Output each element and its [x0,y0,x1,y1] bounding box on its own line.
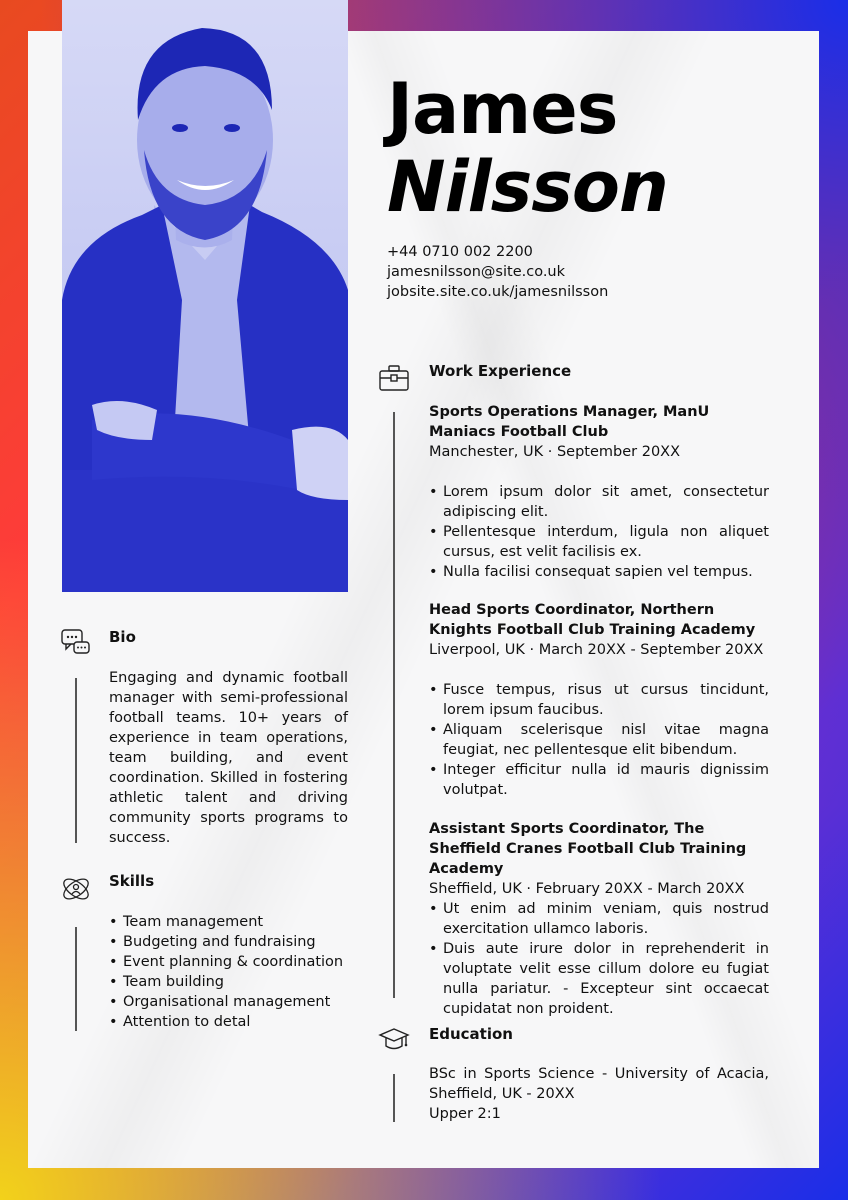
job-bullet: • Integer efficitur nulla id mauris dignissim volutpat. [429,760,769,800]
skills-heading: Skills [109,872,155,890]
job-entry [429,600,769,800]
job-meta: Liverpool, UK · March 20XX - September 20XX [429,642,764,658]
skill-item: • Attention to detal [109,1012,359,1032]
email-address[interactable]: jamesnilsson@site.co.uk [387,264,566,280]
job-bullet: • Ut enim ad minim veniam, quis nostrud exercitation ullamco laboris. [429,899,769,939]
skills-divider-line [75,927,77,1031]
briefcase-icon [378,362,410,394]
job-entry [429,402,769,582]
skill-item: • Team building [109,972,359,992]
website-link[interactable]: jobsite.site.co.uk/jamesnilsson [387,284,609,300]
job-entry [429,819,769,1019]
education-divider-line [393,1074,395,1122]
graduation-cap-icon [378,1024,410,1056]
job-bullets [429,899,769,1019]
job-meta: Manchester, UK · September 20XX [429,444,681,460]
job-bullet: • Nulla facilisi consequat sapien vel tempus. [429,562,769,582]
skill-item: • Organisational management [109,992,359,1012]
job-bullet: • Lorem ipsum dolor sit amet, consectetur adipiscing elit. [429,482,769,522]
bio-text: Engaging and dynamic football manager with semi-professional football teams. 10+ years of experience in team operations, team building, and event coordination. Skilled in fostering athletic talent and driving community sports programs to success. [109,670,348,846]
education-details [429,1064,769,1124]
education-grade: Upper 2:1 [429,1106,501,1122]
education-degree: BSc in Sports Science - University of Acacia, Sheffield, UK - 20XX [429,1066,769,1102]
job-title: Assistant Sports Coordinator, The Sheffield Cranes Football Club Training Academy [429,821,747,877]
job-meta: Sheffield, UK · February 20XX - March 20XX [429,881,745,897]
first-name: James [387,68,618,150]
person-portrait-icon [62,0,348,592]
work-heading: Work Experience [429,362,572,380]
work-divider-line [393,412,395,998]
skills-list [109,912,359,1032]
job-title: Head Sports Coordinator, Northern Knights Football Club Training Academy [429,602,756,638]
job-bullets [429,680,769,800]
job-bullets [429,482,769,582]
bio-divider-line [75,678,77,843]
skill-item: • Event planning & coordination [109,952,359,972]
bio-heading: Bio [109,628,136,646]
last-name: Nilsson [387,146,668,228]
phone-number[interactable]: +44 0710 002 2200 [387,244,533,260]
atom-person-icon [60,873,92,905]
job-title: Sports Operations Manager, ManU Maniacs Football Club [429,404,710,440]
job-bullet: • Fusce tempus, risus ut cursus tincidunt, lorem ipsum faucibus. [429,680,769,720]
job-bullet: • Aliquam scelerisque nisl vitae magna feugiat, nec pellentesque elit bibendum. [429,720,769,760]
job-bullet: • Duis aute irure dolor in reprehenderit in voluptate velit esse cillum dolore eu fugiat nulla pariatur. - Excepteur sint occaecat cupidatat non proident. [429,939,769,1019]
profile-photo [62,0,348,592]
chat-bubbles-icon [60,627,92,659]
skill-item: • Team management [109,912,359,932]
education-heading: Education [429,1025,513,1043]
skill-item: • Budgeting and fundraising [109,932,359,952]
job-bullet: • Pellentesque interdum, ligula non aliquet cursus, est velit facilisis ex. [429,522,769,562]
